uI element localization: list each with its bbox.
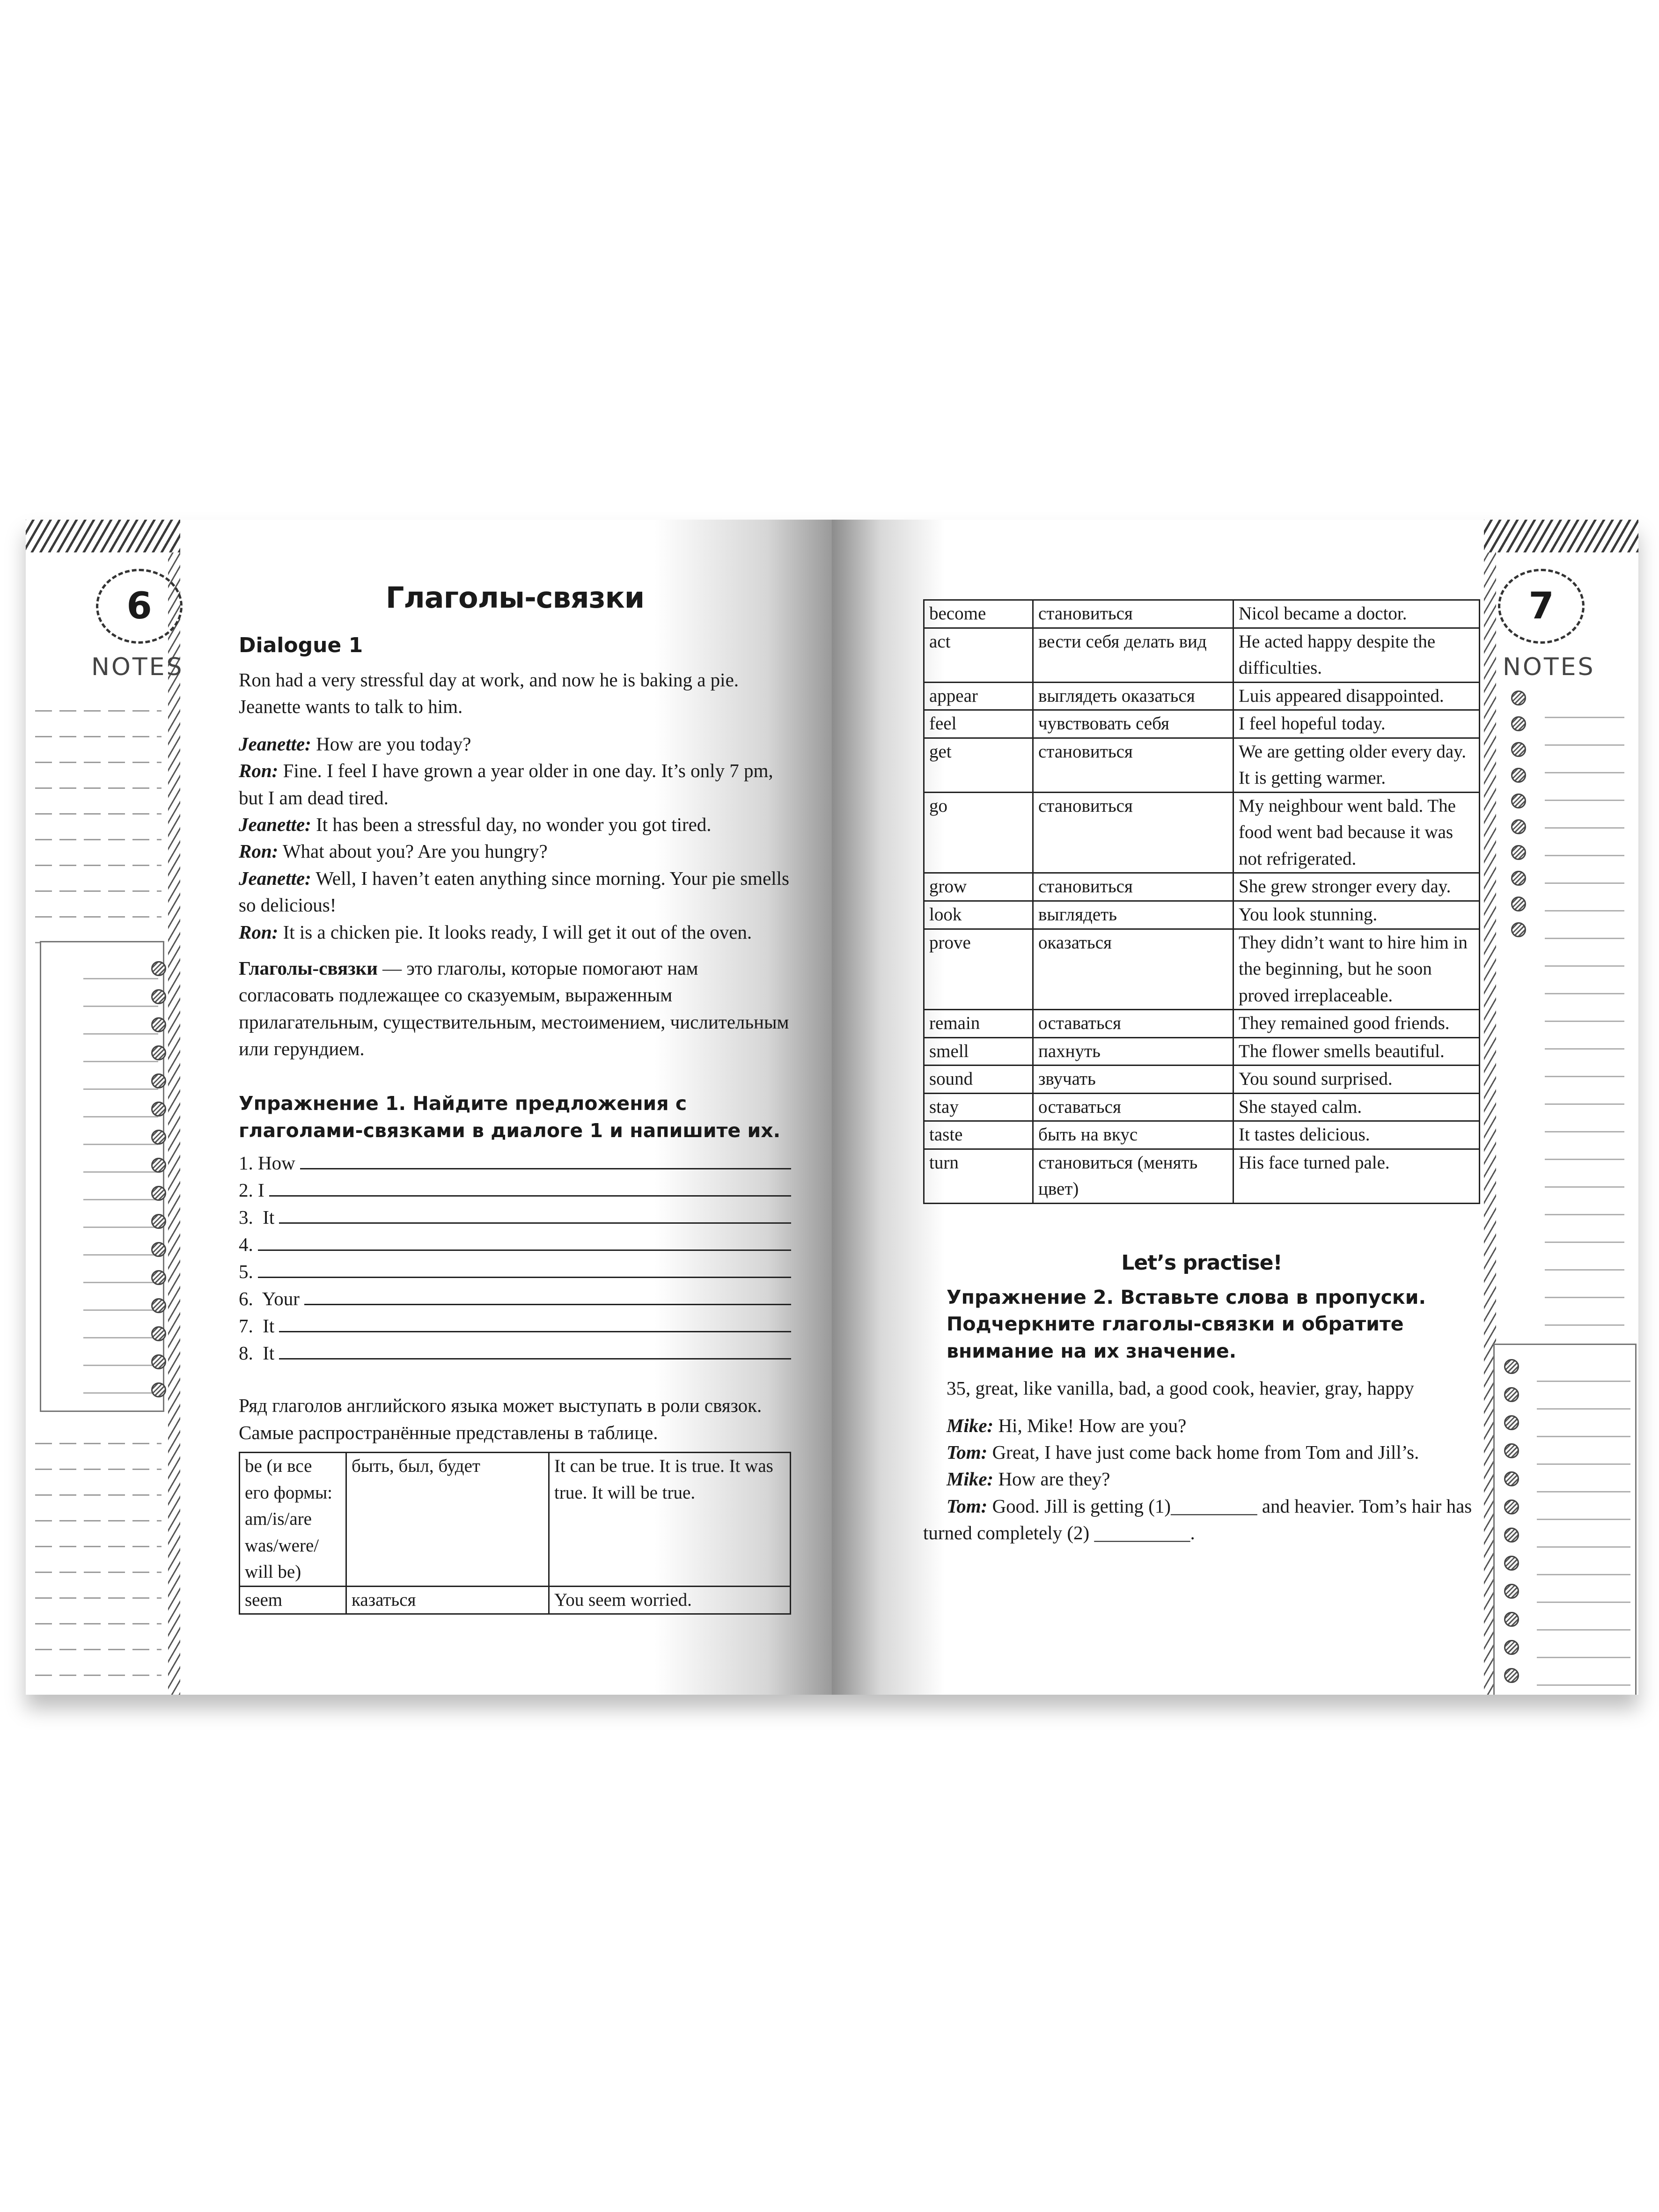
table-row [924, 738, 1480, 792]
table-row [924, 792, 1480, 873]
answer-line[interactable]: 3. It [239, 1201, 791, 1228]
example-cell: It can be true. It is true. It was true. It will be true. [549, 1453, 791, 1587]
table-intro: Ряд глаголов английского языка может выступать в роли связок. Самые распространённые представлены в таблице. [239, 1395, 762, 1443]
exercise-1-lines [239, 1147, 791, 1364]
example-cell: You look stunning. [1233, 901, 1480, 929]
dialogue-line: Ron: What about you? Are you hungry? [239, 840, 548, 862]
example-cell: They remained good friends. [1233, 1010, 1480, 1038]
definition: Глаголы-связки — это глаголы, которые помогают нам согласовать подлежащее со сказуемым, выраженным прилагательным, существительным, местоимением, числительным или герундием. [239, 957, 789, 1060]
verb-cell: act [924, 628, 1033, 682]
verb-cell: become [924, 600, 1033, 628]
dialogue-line: Jeanette: It has been a stressful day, no wonder you got tired. [239, 813, 712, 835]
hatch-side-border [168, 552, 180, 1695]
translation-cell: становиться [1033, 600, 1233, 628]
example-cell: We are getting older every day. It is getting warmer. [1233, 738, 1480, 792]
table-row [924, 628, 1480, 682]
example-cell: Luis appeared disappointed. [1233, 682, 1480, 710]
answer-line[interactable]: 8. It [239, 1337, 791, 1364]
linking-verbs-table-left [239, 1452, 791, 1615]
dialogue-line: Mike: Hi, Mike! How are you? [947, 1414, 1187, 1436]
verb-cell: taste [924, 1121, 1033, 1149]
translation-cell: выглядеть [1033, 901, 1233, 929]
translation-cell: становиться [1033, 873, 1233, 901]
table-row [924, 901, 1480, 929]
translation-cell: быть, был, будет [346, 1453, 549, 1587]
verb-cell: prove [924, 929, 1033, 1010]
example-cell: He acted happy despite the difficulties. [1233, 628, 1480, 682]
hatch-border [1484, 520, 1638, 552]
table-row [924, 600, 1480, 628]
dialogue-line: Tom: Good. Jill is getting (1)_________ and heavier. Tom’s hair has turned completely (2) __________. [923, 1495, 1472, 1544]
translation-cell: выглядеть оказаться [1033, 682, 1233, 710]
left-page-content [239, 581, 791, 1615]
verb-cell: get [924, 738, 1033, 792]
table-row [240, 1586, 791, 1614]
dialogue-intro: Ron had a very stressful day at work, and now he is baking a pie. Jeanette wants to talk to him. [239, 669, 739, 718]
verb-cell: smell [924, 1037, 1033, 1066]
dialogue-1 [239, 731, 791, 946]
verb-cell: feel [924, 710, 1033, 738]
dialogue-line: Tom: Great, I have just come back home from Tom and Jill’s. [947, 1441, 1419, 1463]
spiral-notepad-bottom [1493, 1344, 1637, 1695]
notes-lines-bottom [35, 1418, 161, 1681]
exercise-2-title: Упражнение 2. Вставьте слова в пропуски. Подчеркните глаголы-связки и обратите внимание на их значение. [947, 1286, 1426, 1362]
example-cell: You sound surprised. [1233, 1066, 1480, 1094]
answer-line[interactable]: 7. It [239, 1310, 791, 1337]
translation-cell: казаться [346, 1586, 549, 1614]
right-page-content [923, 599, 1480, 1547]
translation-cell: вести себя делать вид [1033, 628, 1233, 682]
example-cell: Nicol became a doctor. [1233, 600, 1480, 628]
table-row [924, 929, 1480, 1010]
notes-label: NOTES [1503, 653, 1595, 681]
verb-cell: turn [924, 1149, 1033, 1203]
example-cell: They didn’t want to hire him in the beginning, but he soon proved irreplaceable. [1233, 929, 1480, 1010]
notes-label: NOTES [91, 653, 184, 681]
right-page [832, 520, 1638, 1695]
translation-cell: становиться (менять цвет) [1033, 1149, 1233, 1203]
notes-lines [35, 686, 161, 967]
spiral-notepad-top [1503, 681, 1629, 1346]
answer-line[interactable]: 4. [239, 1228, 791, 1256]
dialogue-line: Ron: It is a chicken pie. It looks ready, I will get it out of the oven. [239, 921, 752, 943]
table-row [924, 1010, 1480, 1038]
dialogue-line: Jeanette: How are you today? [239, 733, 471, 755]
table-row [924, 682, 1480, 710]
example-cell: My neighbour went bald. The food went bad because it was not refrigerated. [1233, 792, 1480, 873]
table-row [924, 1093, 1480, 1121]
left-page [26, 520, 832, 1695]
page-number: 7 [1498, 569, 1585, 644]
dialogue-line: Jeanette: Well, I haven’t eaten anything since morning. Your pie smells so delicious! [239, 867, 789, 916]
page-number: 6 [96, 569, 183, 644]
example-cell: You seem worried. [549, 1586, 791, 1614]
open-book [26, 520, 1638, 1695]
example-cell: His face turned pale. [1233, 1149, 1480, 1203]
hatch-border [26, 520, 180, 552]
answer-line[interactable]: 1. How [239, 1147, 791, 1174]
table-row [924, 710, 1480, 738]
example-cell: I feel hopeful today. [1233, 710, 1480, 738]
example-cell: She stayed calm. [1233, 1093, 1480, 1121]
table-row [924, 1121, 1480, 1149]
translation-cell: пахнуть [1033, 1037, 1233, 1066]
answer-line[interactable]: 5. [239, 1256, 791, 1283]
spiral-notepad [40, 941, 164, 1412]
translation-cell: оставаться [1033, 1010, 1233, 1038]
dialogue-2 [923, 1412, 1480, 1547]
answer-line[interactable]: 6. Your [239, 1283, 791, 1310]
table-row [924, 873, 1480, 901]
table-row [924, 1066, 1480, 1094]
answer-line[interactable]: 2. I [239, 1174, 791, 1201]
dialogue-heading: Dialogue 1 [239, 633, 363, 657]
linking-verbs-table-right [923, 599, 1480, 1204]
page-title: Глаголы-связки [385, 581, 645, 615]
translation-cell: оставаться [1033, 1093, 1233, 1121]
dialogue-line: Mike: How are they? [947, 1468, 1110, 1490]
verb-cell: appear [924, 682, 1033, 710]
translation-cell: становиться [1033, 792, 1233, 873]
example-cell: She grew stronger every day. [1233, 873, 1480, 901]
verb-cell: go [924, 792, 1033, 873]
translation-cell: звучать [1033, 1066, 1233, 1094]
example-cell: It tastes delicious. [1233, 1121, 1480, 1149]
translation-cell: становиться [1033, 738, 1233, 792]
exercise-1-title: Упражнение 1. Найдите предложения с глаголами-связками в диалоге 1 и напишите их. [239, 1092, 781, 1142]
word-bank: 35, great, like vanilla, bad, a good cook, heavier, gray, happy [947, 1377, 1414, 1399]
verb-cell: look [924, 901, 1033, 929]
verb-cell: remain [924, 1010, 1033, 1038]
example-cell: The flower smells beautiful. [1233, 1037, 1480, 1066]
translation-cell: быть на вкус [1033, 1121, 1233, 1149]
dialogue-line: Ron: Fine. I feel I have grown a year older in one day. It’s only 7 pm, but I am dead tired. [239, 760, 773, 808]
verb-cell: sound [924, 1066, 1033, 1094]
verb-cell: seem [240, 1586, 346, 1614]
table-row [924, 1149, 1480, 1203]
notes-margin-right [1484, 520, 1638, 1695]
table-row [240, 1453, 791, 1587]
translation-cell: оказаться [1033, 929, 1233, 1010]
notes-margin-left [26, 520, 184, 1695]
translation-cell: чувствовать себя [1033, 710, 1233, 738]
verb-cell: be (и все его формы: am/is/are was/were/ will be) [240, 1453, 346, 1587]
table-row [924, 1037, 1480, 1066]
practise-title: Let’s practise! [1121, 1251, 1282, 1275]
verb-cell: stay [924, 1093, 1033, 1121]
verb-cell: grow [924, 873, 1033, 901]
